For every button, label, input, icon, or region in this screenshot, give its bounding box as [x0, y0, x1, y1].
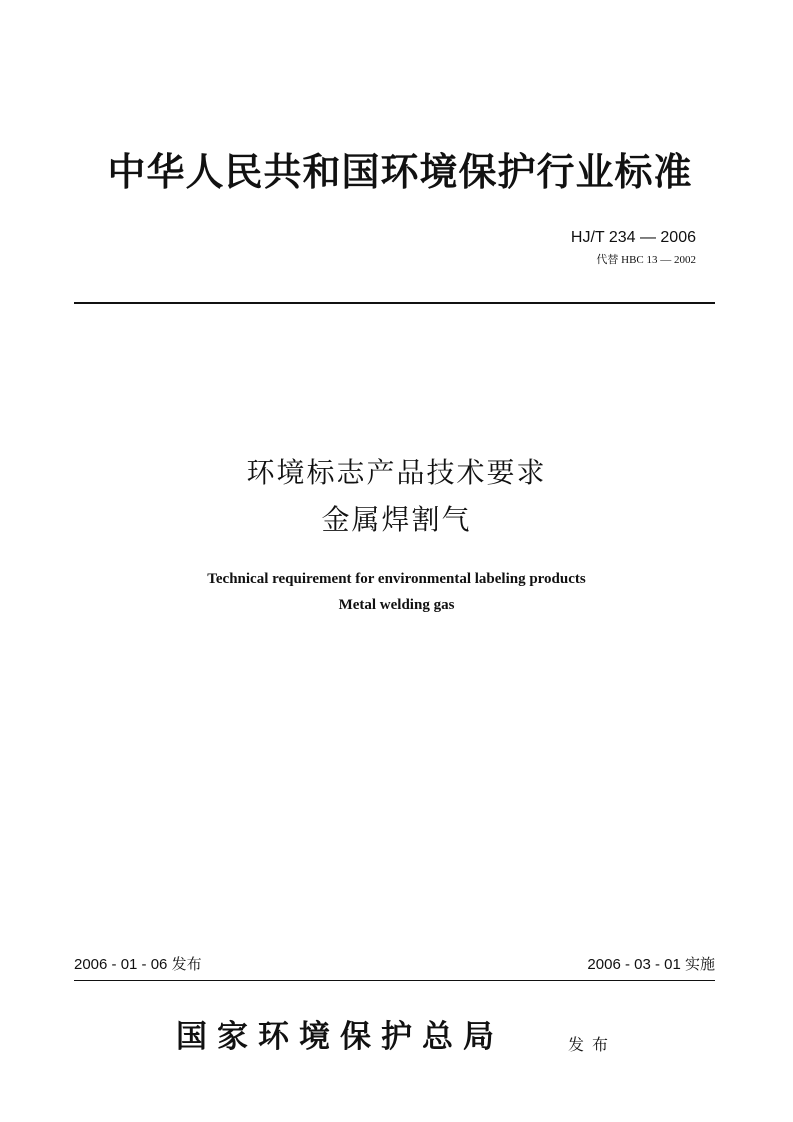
- issue-date: 2006 - 01 - 06 发布: [74, 956, 202, 973]
- replaces-standard: 代替 HBC 13 — 2002: [596, 254, 696, 266]
- chinese-title-line1: 环境标志产品技术要求: [246, 456, 547, 489]
- issuing-action: 发布: [568, 1035, 617, 1054]
- implementation-date: 2006 - 03 - 01 实施: [587, 956, 715, 973]
- chinese-title-line2: 金属焊割气: [321, 503, 472, 536]
- standard-category-heading: 中华人民共和国环境保护行业标准: [107, 149, 693, 194]
- standard-code: HJ/T 234 — 2006: [570, 229, 696, 246]
- top-divider: [74, 302, 715, 304]
- issuing-authority: 国家环境保护总局: [176, 1019, 504, 1055]
- english-title-line2: Metal welding gas: [338, 597, 455, 613]
- english-title-line1: Technical requirement for environmental labeling products: [207, 571, 586, 587]
- bottom-divider: [74, 980, 715, 981]
